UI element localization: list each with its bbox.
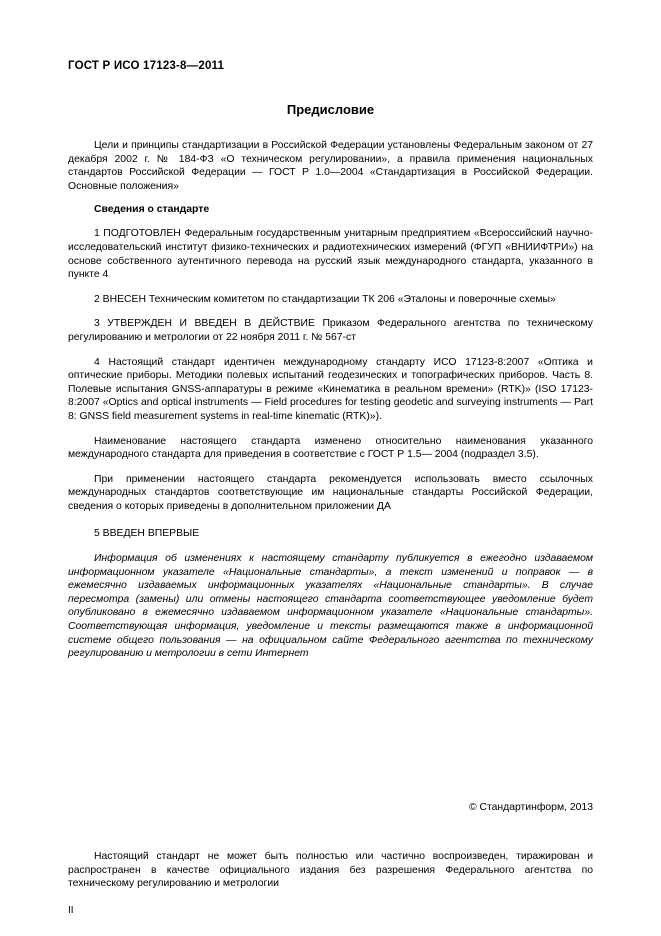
clause-1: 1 ПОДГОТОВЛЕН Федеральным государственным унитарным предприятием «Всероссийский научно-исследовательский институт физико-технических и радиотехнических измерений (ФГУП «ВНИИФТРИ») на основе собственного аутентичного перевода на русский язык международного стандарта, указанного в пункте 4: [68, 228, 593, 281]
clause-4-note-1: Наименование настоящего стандарта изменено относительно наименования указанного международного стандарта для приведения в соответствие с ГОСТ Р 1.5— 2004 (подраздел 3.5).: [68, 435, 593, 461]
copyright-notice: © Стандартинформ, 2013: [468, 802, 593, 813]
clause-5: 5 ВВЕДЕН ВПЕРВЫЕ: [94, 528, 200, 540]
clause-2: 2 ВНЕСЕН Техническим комитетом по стандартизации ТК 206 «Эталоны и поверочные схемы»: [94, 293, 556, 305]
clause-4-note-2: При применении настоящего стандарта рекомендуется использовать вместо ссылочных международных стандартов соответствующие им национальные стандарты Российской Федерации, сведения о которых приведены в дополнительном приложении ДА: [68, 473, 593, 512]
intro-paragraph: Цели и принципы стандартизации в Российской Федерации установлены Федеральным законом от 27 декабря 2002 г. № 184-ФЗ «О техническом регулировании», а правила применения национальных стандартов Российской Федерации — ГОСТ Р 1.0—2004 «Стандартизация в Российской Федерации. Основные положения»: [68, 140, 593, 192]
page-number: II: [68, 905, 74, 916]
amendments-note: Информация об изменениях к настоящему стандарту публикуется в ежегодно издаваемом информационном указателе «Национальные стандарты», а текст изменений и поправок — в ежемесячно издаваемых информационных указателях «Национальные стандарты». В случае пересмотра (замены) или отмены настоящего стандарта соответствующее уведомление будет опубликовано в ежемесячно издаваемом информационном указателе «Национальные стандарты». Соответствующая информация, уведомление и тексты размещаются также в информационной системе общего пользования — на официальном сайте Федерального агентства по техническому регулированию и метрологии в сети Интернет: [68, 553, 593, 660]
clause-4: 4 Настоящий стандарт идентичен международному стандарту ИСО 17123-8:2007 «Оптика и оптические приборы. Методики полевых испытаний геодезических и топографических приборов. Часть 8. Полевые испытания GNSS-аппаратуры в режиме «Кинематика в реальном времени» (RTK)» (ISO 17123-8:2007 «Optics and optical instruments — Field procedures for testing geodetic and surveying instruments — Part 8: GNSS field measurement systems in real-time kinematic (RTK)»).: [68, 356, 593, 422]
clause-3: 3 УТВЕРЖДЕН И ВВЕДЕН В ДЕЙСТВИЕ Приказом Федерального агентства по техническому регулированию и метрологии от 22 ноября 2011 г. № 567-ст: [68, 318, 593, 343]
page-title: Предисловие: [286, 102, 375, 117]
section-heading-standard-info: Сведения о стандарте: [94, 204, 210, 216]
reproduction-notice: Настоящий стандарт не может быть полностью или частично воспроизведен, тиражирован и распространен в качестве официального издания без разрешения Федерального агентства по техническому регулированию и метрологии: [68, 851, 593, 890]
document-standard-number: ГОСТ Р ИСО 17123-8—2011: [68, 60, 225, 72]
page-content: [68, 60, 593, 916]
